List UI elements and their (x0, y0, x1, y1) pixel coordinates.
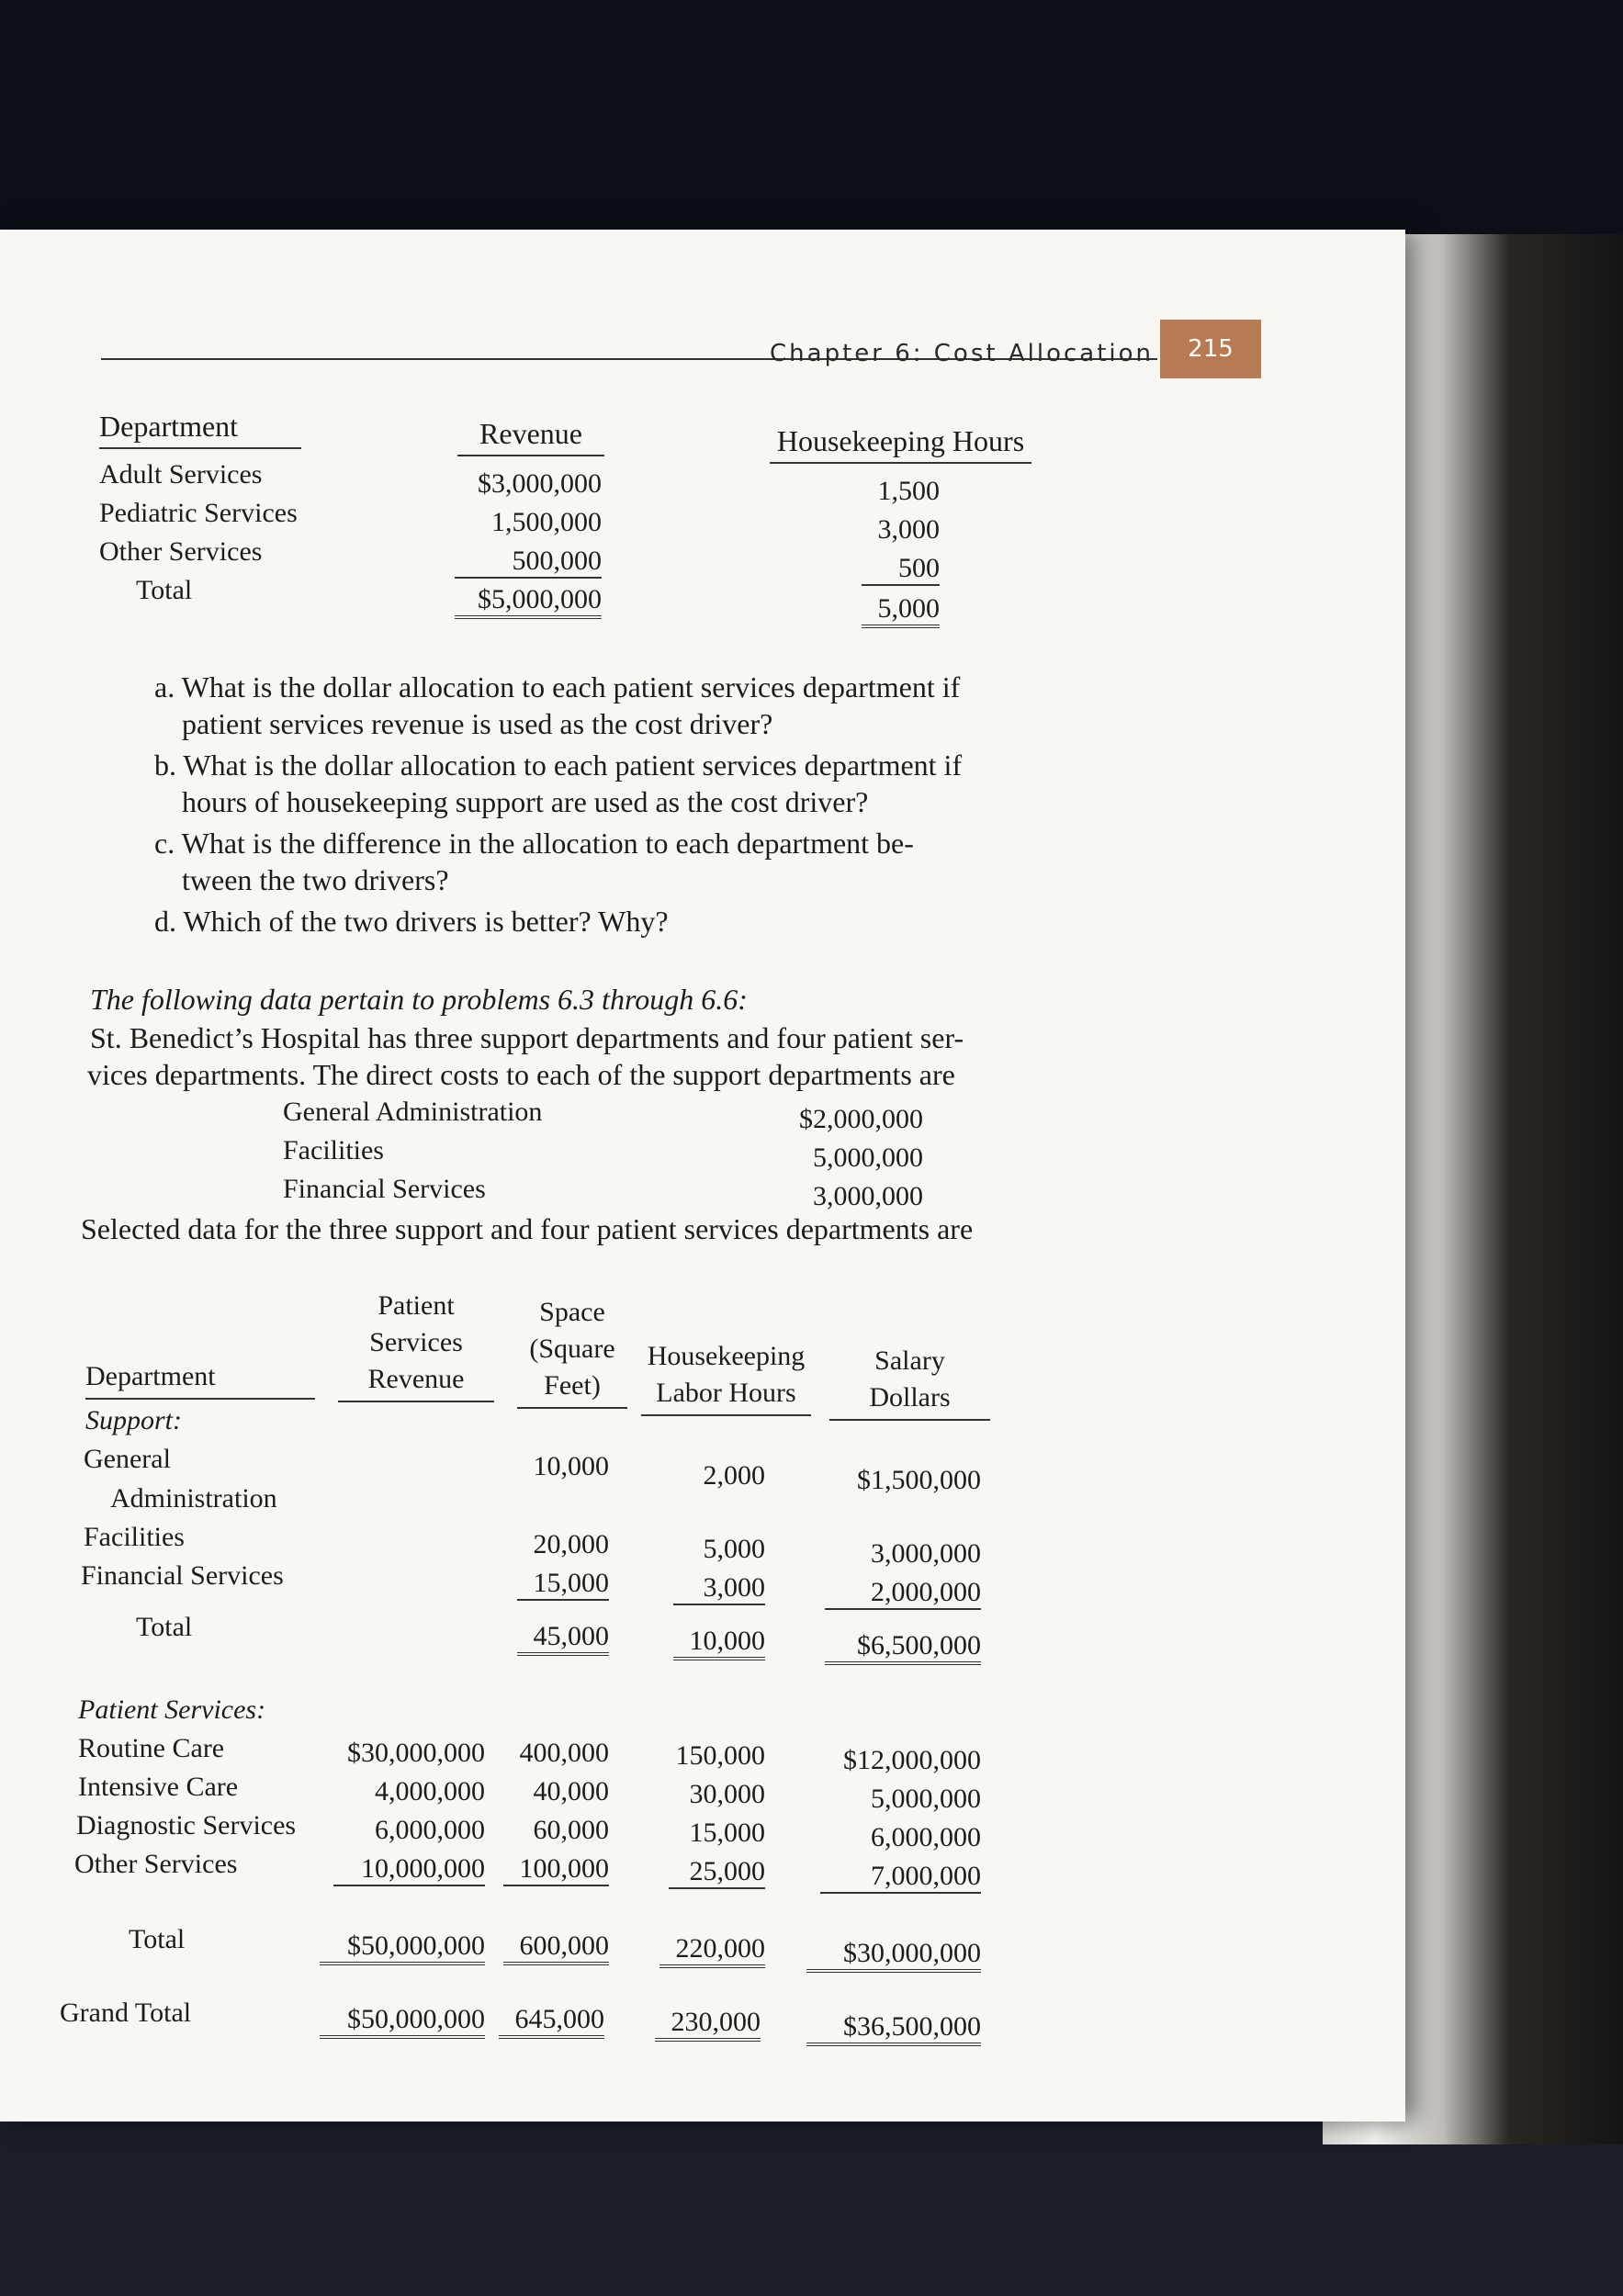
table1-row-dept: Adult Services (99, 459, 263, 490)
table2-header-department: Department (85, 1361, 315, 1400)
table2-dept-name: Routine Care (78, 1733, 225, 1763)
table2-revenue-value: $30,000,000 (347, 1738, 485, 1768)
table2-hk-value: 25,000 (669, 1856, 765, 1889)
question-d: d. Which of the two drivers is better? Why? (154, 905, 669, 938)
question-a-cont: patient services revenue is used as the cost driver? (182, 707, 773, 740)
grand-total-hk: 230,000 (655, 2007, 761, 2042)
table2-hk-value: 2,000 (703, 1460, 765, 1491)
table2-dept-name: Financial Services (81, 1560, 284, 1591)
patient-section-label: Patient Services: (78, 1694, 266, 1725)
direct-cost-amount: $2,000,000 (799, 1104, 923, 1134)
table1-total-hours: 5,000 (862, 593, 940, 628)
patient-total-space: 600,000 (503, 1930, 609, 1965)
table2-space-value: 15,000 (517, 1568, 609, 1601)
table2-hk-value: 30,000 (689, 1779, 765, 1809)
table1-total-label: Total (136, 575, 193, 605)
table2-salary-value: 5,000,000 (871, 1784, 981, 1814)
table2-revenue-value: 10,000,000 (333, 1853, 485, 1886)
patient-total-hk: 220,000 (659, 1933, 765, 1968)
table2-salary-value: $1,500,000 (857, 1465, 981, 1495)
question-b-cont: hours of housekeeping support are used as the cost driver? (182, 785, 869, 818)
table2-header-revenue-1: Patient (378, 1290, 455, 1321)
page-number-badge: 215 (1160, 320, 1261, 378)
table2-space-value: 20,000 (533, 1529, 609, 1559)
table1-row-revenue: 1,500,000 (491, 507, 602, 537)
patient-total-label: Total (129, 1924, 186, 1954)
table1-row-hours: 1,500 (877, 476, 940, 506)
table2-salary-value: 7,000,000 (820, 1861, 981, 1894)
table1-row-hours: 3,000 (877, 514, 940, 545)
book-page (0, 230, 1405, 2122)
patient-total-revenue: $50,000,000 (320, 1930, 485, 1965)
table2-hk-value: 150,000 (675, 1740, 765, 1771)
table2-revenue-value: 4,000,000 (375, 1776, 485, 1806)
table1-header-department: Department (99, 410, 301, 449)
table2-header-hk-1: Housekeeping (647, 1341, 806, 1371)
table2-hk-value: 3,000 (673, 1572, 765, 1605)
intro-line-2: vices departments. The direct costs to each of the support departments are (87, 1058, 955, 1091)
intro-line-3: Selected data for the three support and four patient services departments are (81, 1212, 974, 1245)
direct-cost-name: Facilities (283, 1135, 384, 1165)
table2-salary-value: 6,000,000 (871, 1822, 981, 1852)
table2-header-revenue-2: Services (369, 1327, 463, 1357)
grand-total-revenue: $50,000,000 (320, 2004, 485, 2039)
table1-row-dept: Pediatric Services (99, 498, 298, 528)
intro-line-1: St. Benedict’s Hospital has three support departments and four patient ser- (90, 1021, 964, 1054)
table2-space-value: 400,000 (519, 1738, 609, 1768)
problem-set-heading: The following data pertain to problems 6.3 through 6.6: (90, 983, 748, 1016)
direct-cost-amount: 5,000,000 (813, 1142, 923, 1173)
table2-dept-name: Intensive Care (78, 1772, 239, 1802)
grand-total-space: 645,000 (499, 2004, 604, 2039)
direct-cost-name: Financial Services (283, 1174, 486, 1204)
table2-space-value: 10,000 (533, 1451, 609, 1481)
direct-cost-amount: 3,000,000 (813, 1181, 923, 1211)
table2-dept-name: Other Services (74, 1849, 238, 1879)
table2-hk-value: 5,000 (703, 1534, 765, 1564)
page-content (0, 230, 1350, 2122)
table2-dept-name: General (84, 1444, 171, 1474)
support-total-label: Total (136, 1612, 193, 1642)
patient-total-salary: $30,000,000 (806, 1938, 981, 1973)
table2-header-space-3: Feet) (517, 1370, 627, 1409)
table1-row-dept: Other Services (99, 536, 263, 567)
question-c-cont: tween the two drivers? (182, 863, 449, 896)
question-c: c. What is the difference in the allocation to each department be- (154, 827, 914, 860)
table1-header-hours: Housekeeping Hours (770, 424, 1031, 464)
table2-space-value: 100,000 (503, 1853, 609, 1886)
table1-row-hours: 500 (862, 553, 940, 586)
support-section-label: Support: (85, 1405, 182, 1435)
table2-salary-value: 2,000,000 (825, 1577, 981, 1610)
table1-header-revenue: Revenue (457, 417, 604, 456)
table2-revenue-value: 6,000,000 (375, 1815, 485, 1845)
table2-salary-value: $12,000,000 (843, 1745, 981, 1775)
grand-total-label: Grand Total (60, 1998, 192, 2028)
table2-header-salary-1: Salary (874, 1345, 945, 1376)
table2-hk-value: 15,000 (689, 1818, 765, 1848)
support-total-hk: 10,000 (673, 1626, 765, 1660)
table2-salary-value: 3,000,000 (871, 1538, 981, 1569)
table2-header-revenue-3: Revenue (338, 1364, 494, 1402)
table2-header-space-1: Space (539, 1297, 605, 1327)
table1-row-revenue: 500,000 (455, 546, 602, 579)
direct-cost-name: General Administration (283, 1097, 543, 1127)
table1-row-revenue: $3,000,000 (478, 468, 602, 499)
table2-dept-name-cont: Administration (110, 1483, 277, 1514)
chapter-heading: Chapter 6: Cost Allocation (770, 340, 1155, 367)
question-a: a. What is the dollar allocation to each patient services department if (154, 670, 961, 703)
support-total-salary: $6,500,000 (825, 1630, 981, 1665)
table2-header-hk-2: Labor Hours (641, 1378, 811, 1416)
question-b: b. What is the dollar allocation to each patient services department if (154, 748, 963, 782)
support-total-space: 45,000 (517, 1621, 609, 1656)
table2-header-salary-2: Dollars (829, 1382, 990, 1421)
table2-space-value: 40,000 (533, 1776, 609, 1806)
table2-header-space-2: (Square (529, 1334, 615, 1364)
table2-dept-name: Diagnostic Services (76, 1810, 297, 1840)
table2-dept-name: Facilities (84, 1522, 185, 1552)
table1-total-revenue: $5,000,000 (455, 584, 602, 619)
table2-space-value: 60,000 (533, 1815, 609, 1845)
grand-total-salary: $36,500,000 (806, 2011, 981, 2046)
